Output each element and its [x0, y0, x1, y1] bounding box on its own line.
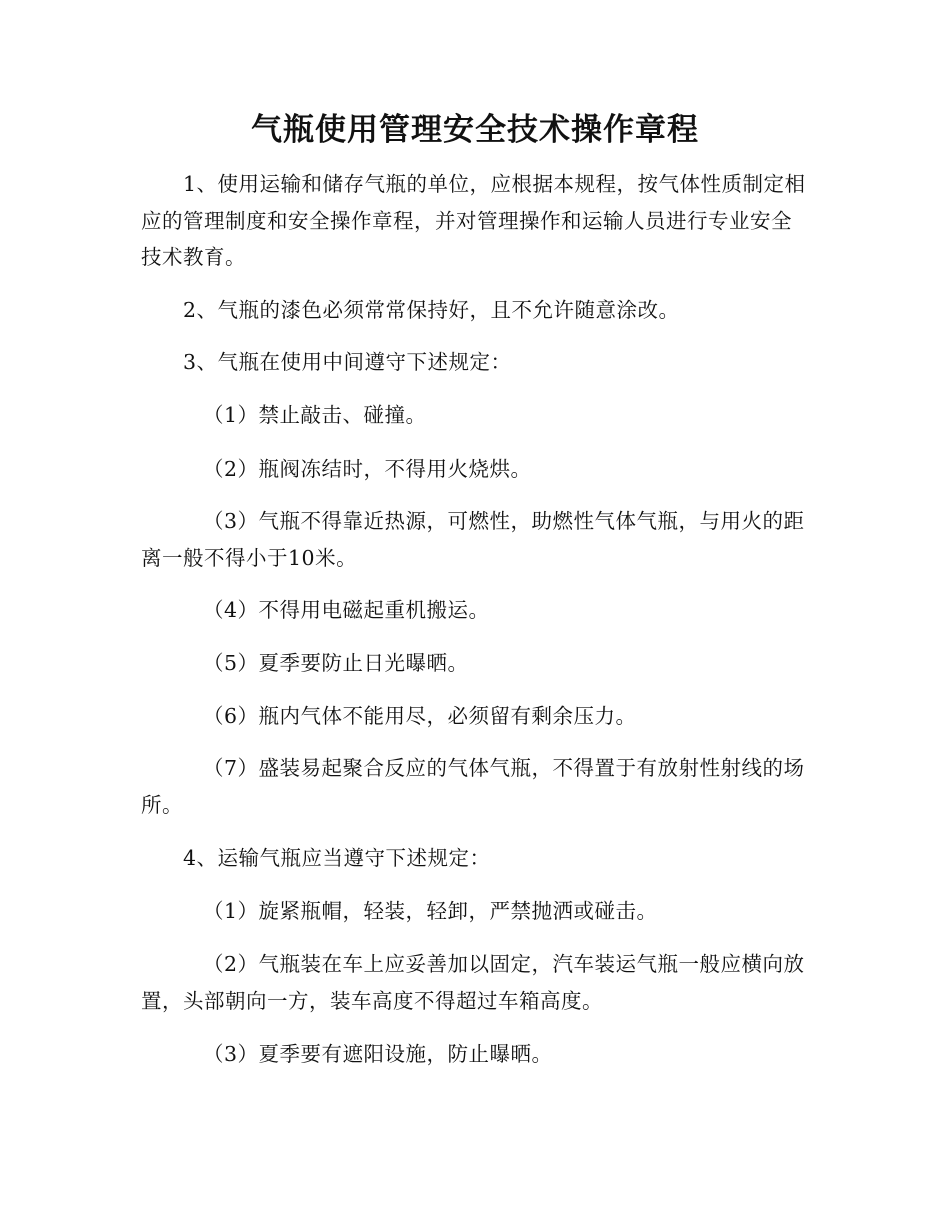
paragraph-4-item-2: （2）气瓶装在车上应妥善加以固定，汽车装运气瓶一般应横向放置，头部朝向一方，装车高度不得超过车箱高度。	[141, 952, 805, 1013]
paragraph-4: 4、运输气瓶应当遵守下述规定：	[183, 846, 491, 870]
paragraph-3-item-1: （1）禁止敲击、碰撞。	[203, 403, 427, 427]
paragraph-4-item-1: （1）旋紧瓶帽，轻装，轻卸，严禁抛洒或碰击。	[203, 899, 658, 923]
paragraph-3: 3、气瓶在使用中间遵守下述规定：	[183, 350, 512, 374]
paragraph-3-item-7: （7）盛装易起聚合反应的气体气瓶，不得置于有放射性射线的场所。	[141, 756, 805, 817]
paragraph-3-item-2: （2）瓶阀冻结时，不得用火烧烘。	[203, 457, 532, 481]
paragraph-3-item-6: （6）瓶内气体不能用尽，必须留有剩余压力。	[203, 704, 637, 728]
document-title: 气瓶使用管理安全技术操作章程	[251, 112, 699, 148]
paragraph-2: 2、气瓶的漆色必须常常保持好，且不允许随意涂改。	[183, 298, 680, 322]
paragraph-3-item-5: （5）夏季要防止日光曝晒。	[203, 651, 469, 675]
paragraph-3-item-3: （3）气瓶不得靠近热源，可燃性，助燃性气体气瓶，与用火的距离一般不得小于10米。	[141, 509, 805, 570]
paragraph-1: 1、使用运输和储存气瓶的单位，应根据本规程，按气体性质制定相应的管理制度和安全操作章程，并对管理操作和运输人员进行专业安全技术教育。	[141, 172, 806, 269]
paragraph-4-item-3: （3）夏季要有遮阳设施，防止曝晒。	[203, 1042, 553, 1066]
paragraph-3-item-4: （4）不得用电磁起重机搬运。	[203, 598, 490, 622]
